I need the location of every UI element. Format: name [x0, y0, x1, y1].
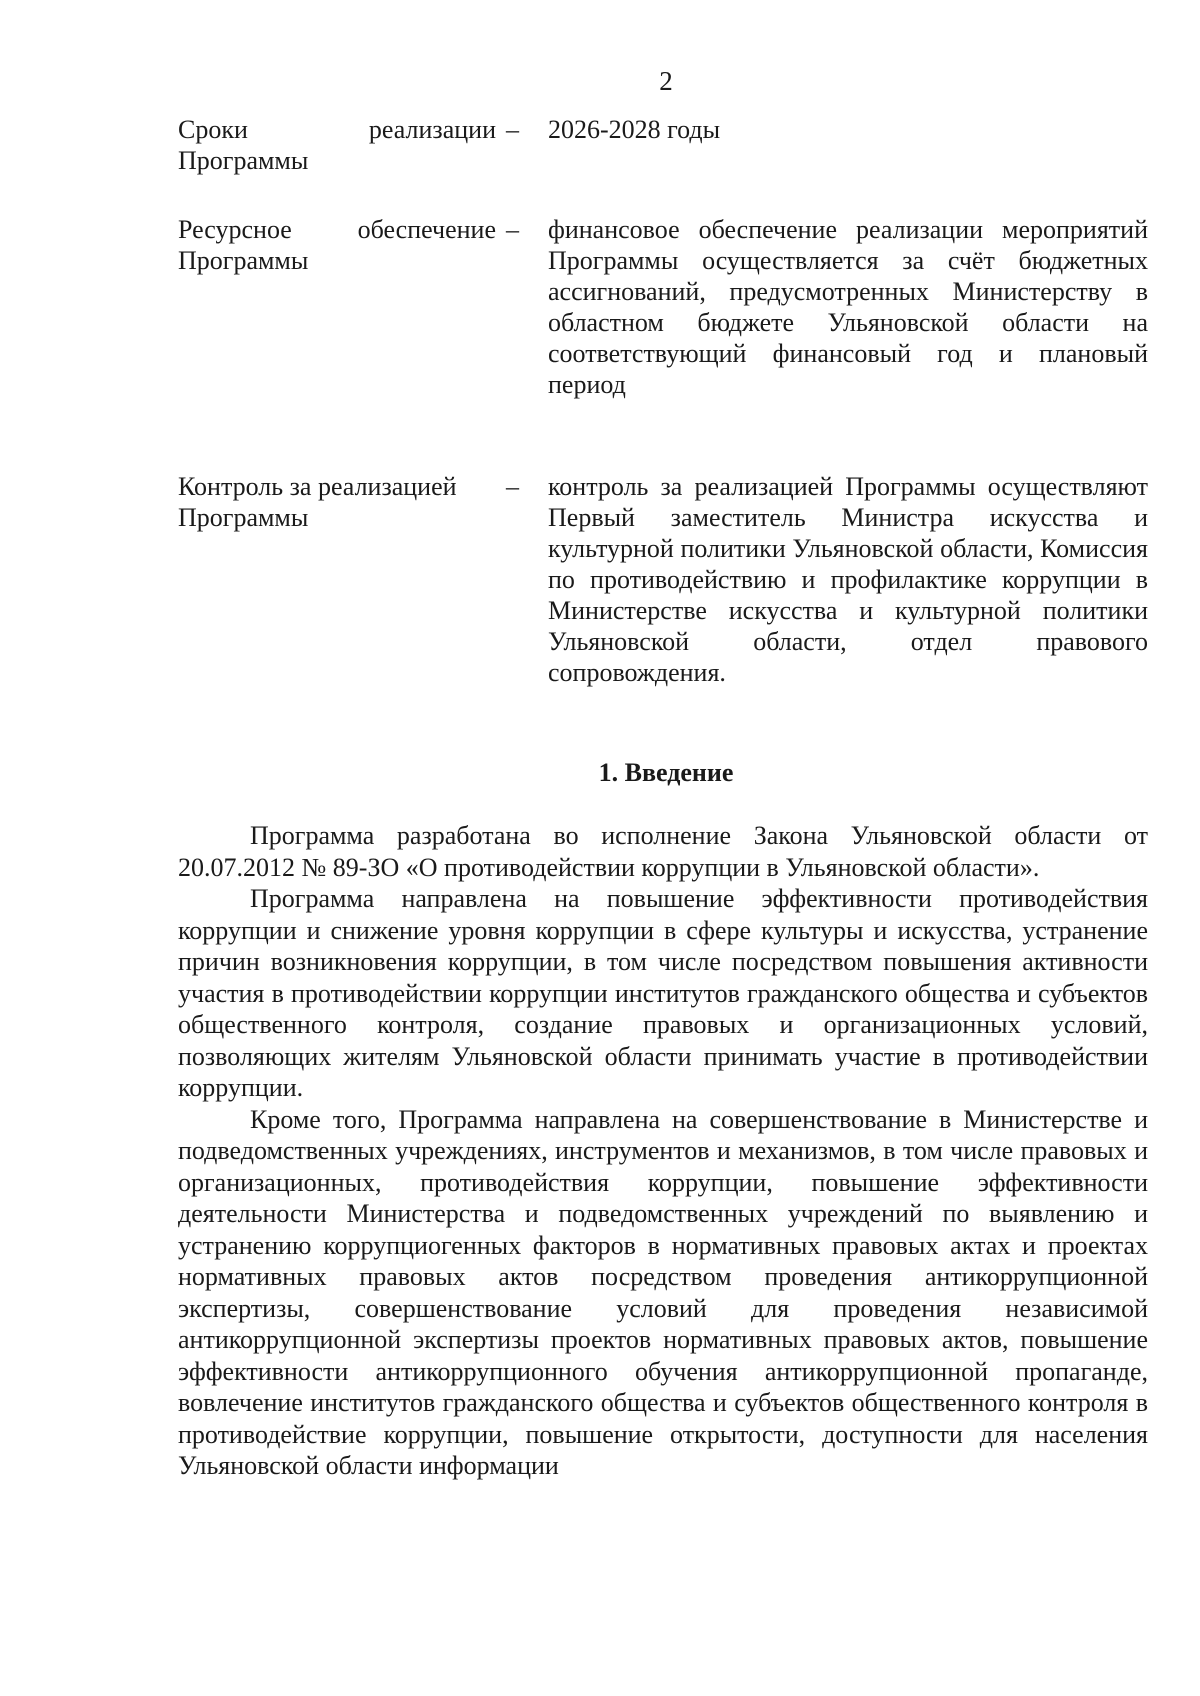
passport-label-terms-line2: Программы [178, 146, 309, 175]
passport-dash-terms: – [506, 115, 519, 144]
passport-label-resources-line2: Программы [178, 246, 309, 275]
passport-value-control: контроль за реализацией Программы осуществляют Первый заместитель Министра искусства и культурной политики Ульяновской области, Комиссия по противодействию и профилактике коррупции в Министерстве искусства и культурной политики Ульяновской области, отдел правового сопровождения. [548, 472, 1148, 687]
passport-label-resources-word2: обеспечение [357, 215, 496, 244]
passport-label-resources [178, 214, 496, 276]
passport-dash-control: – [506, 472, 519, 501]
paragraph: Кроме того, Программа направлена на совершенствование в Министерстве и подведомственных учреждениях, инструментов и механизмов, в том числе правовых и организационных, противодействия коррупции, повышение эффективности деятельности Министерства и подведомственных учреждений по выявлению и устранению коррупциогенных факторов в нормативных правовых актах и проектах нормативных правовых актов посредством проведения антикоррупционной экспертизы, совершенствование условий для проведения независимой антикоррупционной экспертизы проектов нормативных правовых актов, повышение эффективности антикоррупционного обучения антикоррупционной пропаганде, вовлечение институтов гражданского общества и субъектов общественного контроля в противодействие коррупции, повышение открытости, доступности для населения Ульяновской области информации [178, 1104, 1148, 1480]
passport-label-resources-word1: Ресурсное [178, 215, 292, 244]
section-body [178, 820, 1148, 1482]
passport-label-terms [178, 114, 496, 176]
passport-label-terms-word1: Сроки [178, 115, 248, 144]
page-number: 2 [659, 66, 673, 96]
passport-label-control-line1: Контроль за реализацией [178, 472, 457, 501]
passport-value-terms: 2026-2028 годы [548, 115, 721, 144]
passport-label-control [178, 471, 496, 533]
paragraph: Программа направлена на повышение эффективности противодействия коррупции и снижение уровня коррупции в сфере культуры и искусства, устранение причин возникновения коррупции, в том числе посредством повышения активности участия в противодействии коррупции институтов гражданского общества и субъектов общественного контроля, создание правовых и организационных условий, позволяющих жителям Ульяновской области принимать участие в противодействии коррупции. [178, 884, 1148, 1102]
passport-label-terms-word2: реализации [368, 115, 496, 144]
paragraph: Программа разработана во исполнение Закона Ульяновской области от 20.07.2012 № 89-ЗО «О противодействии коррупции в Ульяновской области». [178, 821, 1148, 882]
passport-label-control-line2: Программы [178, 503, 309, 532]
passport-value-resources: финансовое обеспечение реализации мероприятий Программы осуществляется за счёт бюджетных ассигнований, предусмотренных Министерству в областном бюджете Ульяновской области на соответствующий финансовый год и плановый период [548, 215, 1148, 399]
section-title: 1. Введение [598, 758, 734, 787]
passport-dash-resources: – [506, 215, 519, 244]
